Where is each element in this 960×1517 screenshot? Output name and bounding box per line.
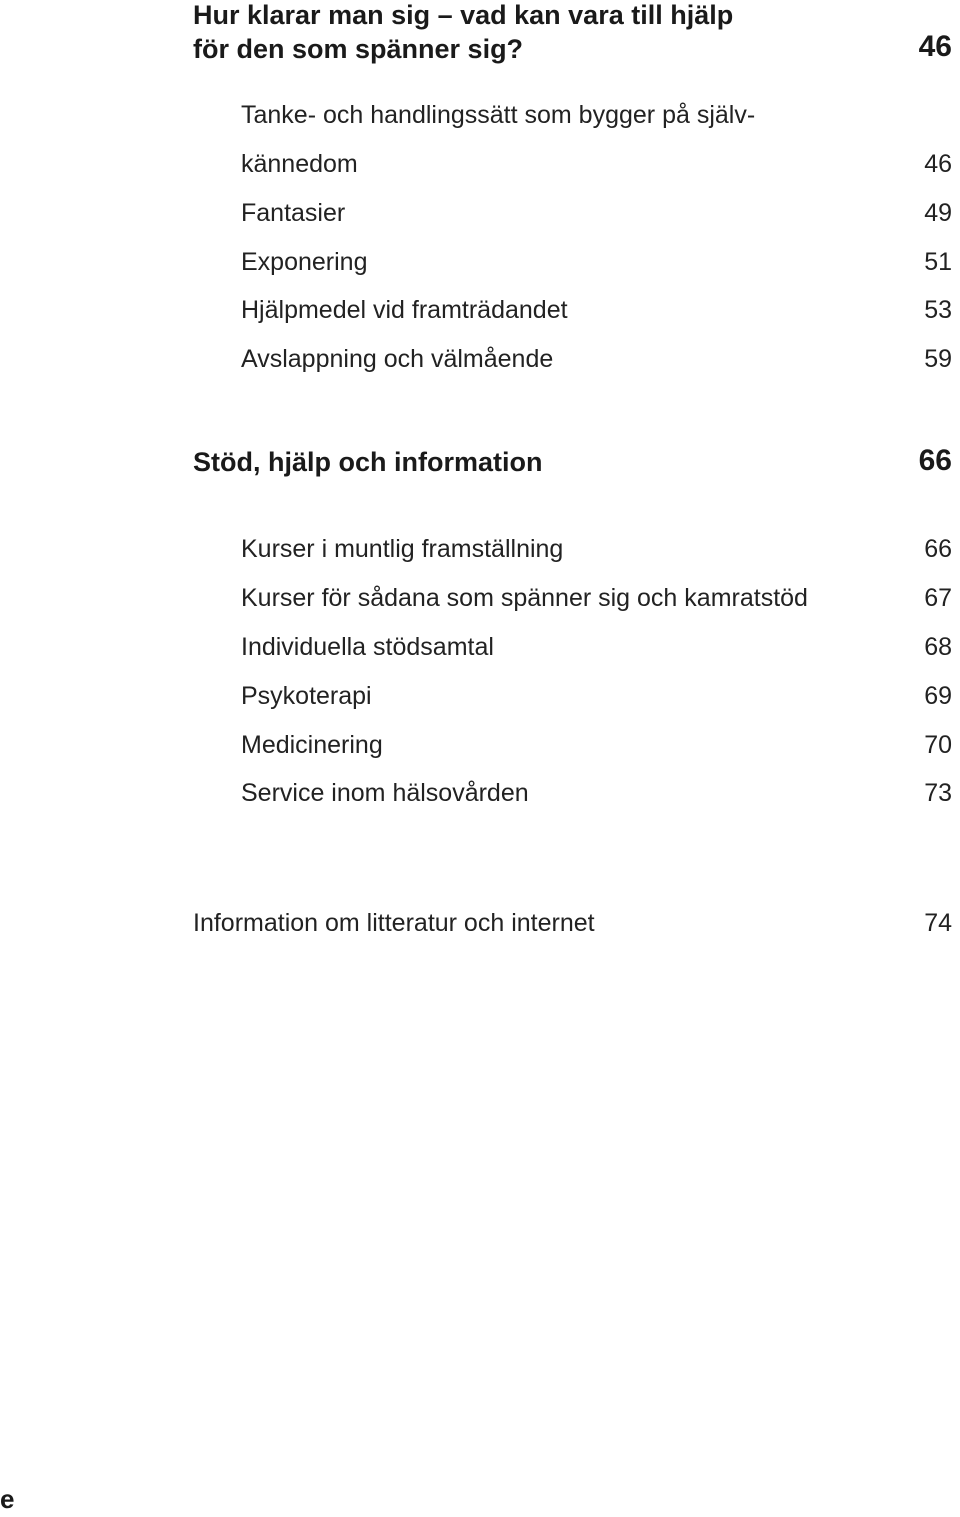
toc-entry-literature-internet[interactable]: Information om litteratur och internet [193, 909, 595, 937]
toc-entry-peer-support-courses[interactable]: Kurser för sådana som spänner sig och kamratstöd [241, 584, 808, 612]
section-title-support[interactable]: Stöd, hjälp och information [193, 447, 543, 477]
toc-page-psychotherapy: 69 [924, 682, 952, 710]
toc-page-literature-internet: 74 [924, 909, 952, 937]
toc-entry-psychotherapy[interactable]: Psykoterapi [241, 682, 372, 710]
section-page-coping: 46 [918, 30, 952, 63]
toc-entry-performance-aids[interactable]: Hjälpmedel vid framträdandet [241, 296, 568, 324]
toc-page-performance-aids: 53 [924, 296, 952, 324]
toc-entry-exposure[interactable]: Exponering [241, 248, 368, 276]
toc-entry-fantasies[interactable]: Fantasier [241, 199, 346, 227]
toc-page-self-knowledge: 46 [924, 150, 952, 178]
section-page-support: 66 [918, 444, 952, 477]
section-title-coping-line2[interactable]: för den som spänner sig? [193, 34, 524, 64]
toc-entry-speech-courses[interactable]: Kurser i muntlig framställning [241, 535, 564, 563]
toc-page-individual-counselling: 68 [924, 633, 952, 661]
footer-mark: e [0, 1484, 15, 1514]
toc-page-peer-support-courses: 67 [924, 584, 952, 612]
toc-entry-self-knowledge-line2[interactable]: kännedom [241, 150, 358, 178]
toc-entry-healthcare-services[interactable]: Service inom hälsovården [241, 779, 529, 807]
toc-entry-self-knowledge-line1[interactable]: Tanke- och handlingssätt som bygger på själv- [241, 101, 756, 129]
toc-page-speech-courses: 66 [924, 535, 952, 563]
toc-page-healthcare-services: 73 [924, 779, 952, 807]
toc-page-relaxation: 59 [924, 345, 952, 373]
toc-entry-relaxation[interactable]: Avslappning och välmående [241, 345, 554, 373]
toc-page-medication: 70 [924, 731, 952, 759]
section-title-coping-line1[interactable]: Hur klarar man sig – vad kan vara till hjälp [193, 0, 734, 30]
toc-page-fantasies: 49 [924, 199, 952, 227]
toc-page-exposure: 51 [924, 248, 952, 276]
toc-entry-medication[interactable]: Medicinering [241, 731, 383, 759]
toc-entry-individual-counselling[interactable]: Individuella stödsamtal [241, 633, 494, 661]
